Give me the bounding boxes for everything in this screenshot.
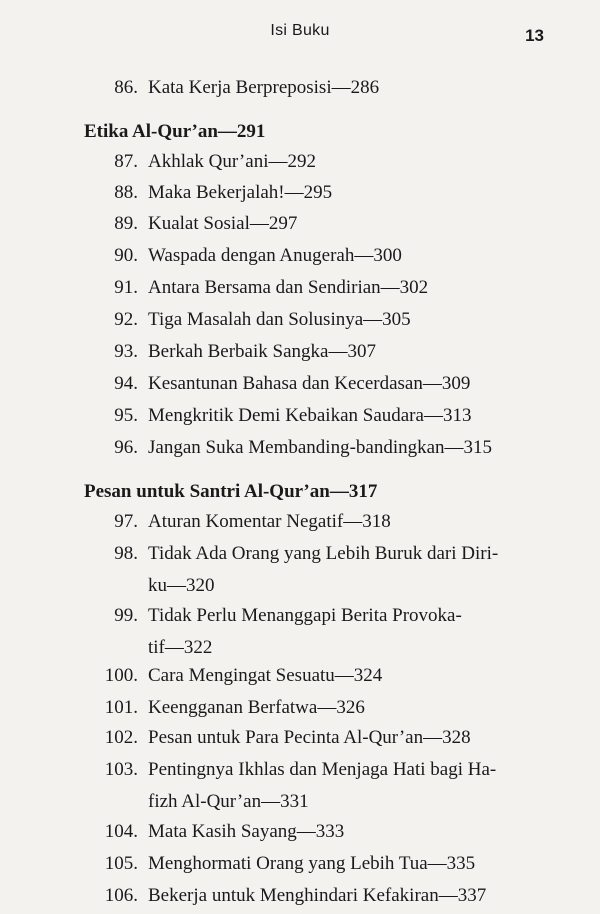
toc-entry-number: 100. bbox=[104, 665, 138, 686]
toc-entry-title: Tiga Masalah dan Solusinya—305 bbox=[148, 309, 411, 330]
toc-entry-number: 94. bbox=[114, 373, 138, 394]
toc-entry-title-continuation: ku—320 bbox=[148, 575, 215, 596]
toc-entry-number: 106. bbox=[104, 885, 138, 906]
toc-entry-number: 105. bbox=[104, 853, 138, 874]
toc-entry-title: Kata Kerja Berpreposisi—286 bbox=[148, 77, 380, 98]
toc-entry-title: Mata Kasih Sayang—333 bbox=[148, 821, 345, 842]
toc-section-heading: Etika Al-Qur’an—291 bbox=[84, 121, 266, 142]
toc-entry-number: 90. bbox=[114, 245, 138, 266]
toc-entry-title: Pesan untuk Para Pecinta Al-Qur’an—328 bbox=[148, 727, 471, 748]
toc-entry-title: Mengkritik Demi Kebaikan Saudara—313 bbox=[148, 405, 472, 426]
toc-entry-title-continuation: tif—322 bbox=[148, 637, 213, 658]
toc-entry-title: Kesantunan Bahasa dan Kecerdasan—309 bbox=[148, 373, 471, 394]
toc-entry-number: 104. bbox=[104, 821, 138, 842]
toc-entry-title: Aturan Komentar Negatif—318 bbox=[148, 511, 391, 532]
toc-section-heading: Pesan untuk Santri Al-Qur’an—317 bbox=[84, 481, 378, 502]
toc-entry-title: Akhlak Qur’ani—292 bbox=[148, 151, 316, 172]
running-header-title: Isi Buku bbox=[270, 22, 330, 39]
toc-entry-title: Maka Bekerjalah!—295 bbox=[148, 182, 333, 203]
page-number: 13 bbox=[525, 26, 544, 45]
toc-entry-number: 88. bbox=[114, 182, 138, 203]
toc-entry-title: Cara Mengingat Sesuatu—324 bbox=[148, 665, 383, 686]
toc-entry-title: Kualat Sosial—297 bbox=[148, 213, 298, 234]
toc-entry-title: Bekerja untuk Menghindari Kefakiran—337 bbox=[148, 885, 487, 906]
toc-entry-number: 98. bbox=[114, 543, 138, 564]
toc-entry-title: Menghormati Orang yang Lebih Tua—335 bbox=[148, 853, 476, 874]
toc-entry-title: Tidak Ada Orang yang Lebih Buruk dari Diri- bbox=[148, 543, 499, 564]
toc-entry-number: 89. bbox=[114, 213, 138, 234]
toc-entry-title: Jangan Suka Membanding-bandingkan—315 bbox=[148, 437, 493, 458]
toc-entry-number: 93. bbox=[114, 341, 138, 362]
toc-entry-number: 95. bbox=[114, 405, 138, 426]
toc-entry-number: 97. bbox=[114, 511, 138, 532]
toc-entry-number: 102. bbox=[104, 727, 138, 748]
toc-entry-number: 99. bbox=[114, 605, 138, 626]
toc-entry-title-continuation: fizh Al-Qur’an—331 bbox=[148, 791, 309, 812]
toc-entry-number: 86. bbox=[114, 77, 138, 98]
toc-entry-title: Antara Bersama dan Sendirian—302 bbox=[148, 277, 429, 298]
toc-entry-number: 96. bbox=[114, 437, 138, 458]
toc-entry-number: 103. bbox=[104, 759, 138, 780]
toc-entry-title: Pentingnya Ikhlas dan Menjaga Hati bagi Ha- bbox=[148, 759, 497, 780]
toc-entry-number: 91. bbox=[114, 277, 138, 298]
toc-entry-number: 87. bbox=[114, 151, 138, 172]
toc-entry-title: Waspada dengan Anugerah—300 bbox=[148, 245, 402, 266]
toc-entry-title: Keengganan Berfatwa—326 bbox=[148, 697, 365, 718]
toc-entry-title: Berkah Berbaik Sangka—307 bbox=[148, 341, 376, 362]
toc-entry-number: 92. bbox=[114, 309, 138, 330]
toc-entry-number: 101. bbox=[104, 697, 138, 718]
toc-entry-title: Tidak Perlu Menanggapi Berita Provoka- bbox=[148, 605, 462, 626]
